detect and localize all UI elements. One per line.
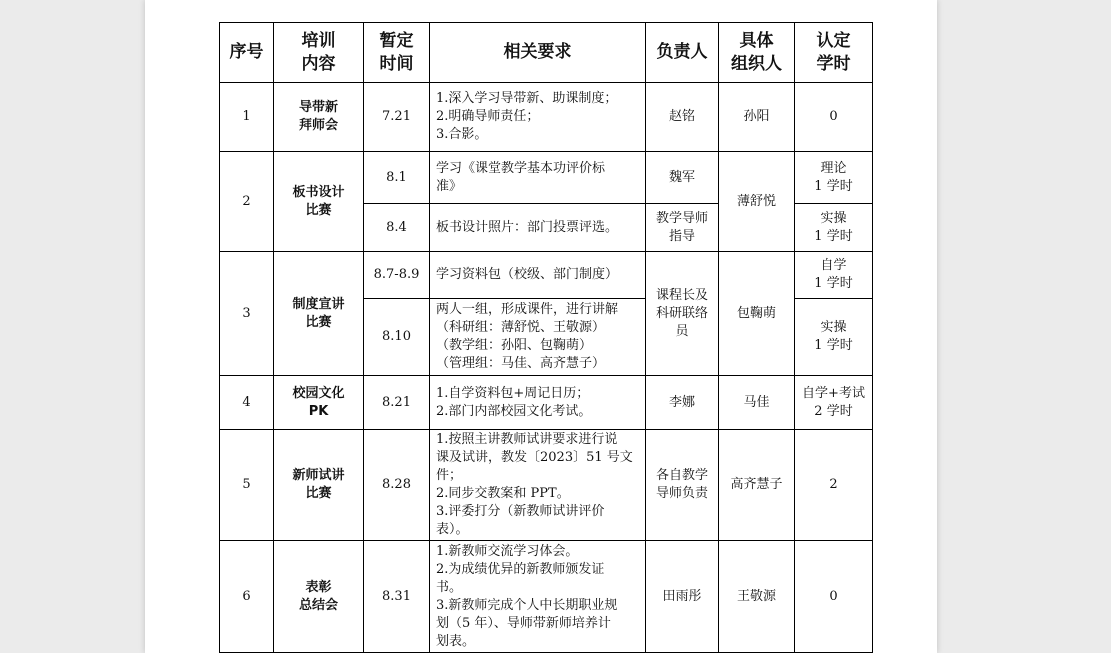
requirements-line: 3.新教师完成个人中长期职业规 [436, 597, 618, 613]
credit-hours [795, 152, 873, 204]
credit-hours-line: 2 [829, 477, 838, 492]
training-content-line: 比赛 [305, 486, 332, 501]
training-content-line: PK [308, 403, 329, 419]
owner [646, 83, 719, 152]
credit-hours-line: 2 学时 [814, 403, 853, 419]
training-content-line: 新师试讲 [292, 468, 345, 483]
requirements-line: （管理组：马佳、高齐慧子） [436, 356, 606, 371]
training-content-line: 校园文化 [292, 385, 345, 401]
header-time-line: 暂定 [379, 30, 414, 51]
credit-hours [795, 204, 873, 252]
tentative-time [364, 152, 430, 204]
owner-line: 田雨彤 [662, 588, 702, 604]
row-number-line: 6 [242, 588, 251, 604]
requirements-line: 2.明确导师责任； [436, 109, 540, 124]
training-content [274, 83, 364, 152]
organizer-line: 王敬源 [736, 588, 776, 604]
organizer-line: 孙阳 [743, 109, 770, 124]
owner-line: 员 [675, 323, 689, 339]
header-content-line: 培训 [301, 30, 336, 51]
tentative-time [364, 541, 430, 653]
owner-line: 赵铭 [668, 109, 695, 124]
requirements-line: （教学组：孙阳、包鞠萌） [436, 338, 593, 353]
organizer-line: 薄舒悦 [736, 193, 776, 209]
table-row [220, 430, 873, 541]
header-hours-line: 认定 [816, 30, 851, 51]
credit-hours-line: 1 学时 [814, 338, 853, 353]
requirements-line: 课及试讲，教发〔2023〕51 号文 [436, 450, 633, 465]
requirements-line: 3.评委打分（新教师试讲评价 [436, 504, 605, 519]
tentative-time [364, 299, 430, 376]
organizer-line: 马佳 [743, 394, 770, 410]
credit-hours [795, 541, 873, 653]
owner-line: 魏军 [668, 169, 695, 185]
credit-hours [795, 83, 873, 152]
table-row [220, 376, 873, 430]
owner [646, 430, 719, 541]
requirements-line: 1.自学资料包+周记日历； [436, 385, 590, 401]
table-row [220, 152, 873, 204]
requirements [430, 430, 646, 541]
header-hours [795, 23, 873, 83]
header-no [220, 23, 274, 83]
requirements [430, 541, 646, 653]
requirements-line: 1.按照主讲教师试讲要求进行说 [436, 432, 618, 447]
row-number [220, 376, 274, 430]
tentative-time [364, 430, 430, 541]
credit-hours-line: 0 [829, 109, 838, 124]
header-content [274, 23, 364, 83]
organizer-line: 高齐慧子 [730, 477, 783, 492]
requirements-line: 2.同步交教案和 PPT。 [436, 486, 570, 501]
header-content-line: 内容 [301, 53, 336, 74]
owner-line: 导师负责 [655, 486, 708, 501]
training-content [274, 376, 364, 430]
owner-line: 科研联络 [655, 305, 708, 321]
tentative-time [364, 204, 430, 252]
credit-hours-line: 理论 [820, 160, 847, 176]
table-row [220, 541, 873, 653]
requirements-line: 2.部门内部校园文化考试。 [436, 403, 592, 419]
requirements-line: 书。 [436, 579, 463, 595]
requirements [430, 252, 646, 299]
organizer [719, 430, 795, 541]
requirements [430, 83, 646, 152]
row-number [220, 252, 274, 376]
tentative-time-line: 8.21 [382, 394, 411, 410]
header-time [364, 23, 430, 83]
header-row [220, 23, 873, 83]
header-organizer [719, 23, 795, 83]
credit-hours [795, 252, 873, 299]
training-content [274, 252, 364, 376]
owner-line: 各自教学 [655, 468, 708, 483]
training-content-line: 表彰 [305, 579, 332, 595]
requirements-line: （科研组：薄舒悦、王敬源） [436, 320, 606, 335]
header-hours-line: 学时 [816, 53, 851, 74]
tentative-time-line: 7.21 [382, 109, 411, 124]
training-content [274, 152, 364, 252]
row-number-line: 2 [242, 193, 251, 209]
requirements-line: 表）。 [436, 522, 469, 537]
credit-hours [795, 430, 873, 541]
owner [646, 152, 719, 204]
credit-hours-line: 1 学时 [814, 178, 853, 194]
training-content [274, 541, 364, 653]
owner-line: 课程长及 [655, 287, 708, 303]
header-no-line: 序号 [229, 42, 264, 62]
training-content-line: 拜师会 [298, 118, 338, 133]
requirements-line: 划表。 [436, 633, 476, 649]
owner-line: 指导 [668, 228, 695, 244]
tentative-time [364, 252, 430, 299]
owner-line: 教学导师 [655, 210, 708, 226]
tentative-time-line: 8.10 [382, 329, 411, 344]
row-number [220, 430, 274, 541]
tentative-time-line: 8.4 [386, 219, 407, 235]
header-organizer-line: 具体 [739, 30, 774, 51]
tentative-time [364, 376, 430, 430]
row-number-line: 1 [242, 109, 251, 124]
requirements [430, 204, 646, 252]
training-content-line: 总结会 [298, 597, 338, 613]
header-requirements [430, 23, 646, 83]
header-owner-line: 负责人 [656, 42, 708, 62]
training-content-line: 比赛 [305, 202, 332, 218]
training-content-line: 板书设计 [292, 184, 345, 200]
row-number [220, 152, 274, 252]
table-row [220, 83, 873, 152]
document-page [145, 0, 937, 653]
owner [646, 252, 719, 376]
tentative-time-line: 8.28 [382, 477, 411, 492]
organizer [719, 541, 795, 653]
credit-hours-line: 1 学时 [814, 228, 853, 244]
requirements-line: 两人一组，形成课件，进行讲解 [436, 302, 619, 317]
tentative-time-line: 8.1 [386, 169, 407, 185]
requirements-line: 准》 [436, 178, 463, 194]
training-content [274, 430, 364, 541]
owner [646, 204, 719, 252]
credit-hours-line: 实操 [820, 320, 847, 335]
requirements [430, 299, 646, 376]
requirements [430, 376, 646, 430]
row-number [220, 541, 274, 653]
requirements-line: 件； [436, 468, 463, 483]
credit-hours-line: 自学 [820, 258, 847, 273]
header-owner [646, 23, 719, 83]
organizer-line: 包鞠萌 [736, 305, 776, 321]
training-content-line: 比赛 [305, 314, 332, 330]
requirements-line: 3.合影。 [436, 127, 488, 142]
owner [646, 541, 719, 653]
tentative-time-line: 8.31 [382, 588, 411, 604]
row-number [220, 83, 274, 152]
organizer [719, 252, 795, 376]
organizer [719, 376, 795, 430]
row-number-line: 3 [242, 305, 251, 321]
requirements-line: 1.深入学习导带新、助课制度； [436, 91, 618, 106]
row-number-line: 4 [242, 394, 251, 410]
credit-hours-line: 0 [829, 588, 838, 604]
owner-line: 李娜 [668, 394, 695, 410]
credit-hours-line: 自学+考试 [802, 385, 865, 401]
requirements-line: 学习《课堂教学基本功评价标 [436, 160, 606, 176]
training-content-line: 制度宣讲 [292, 296, 345, 312]
credit-hours [795, 376, 873, 430]
requirements-line: 划（5 年）、导师带新师培养计 [436, 615, 611, 631]
requirements [430, 152, 646, 204]
tentative-time [364, 83, 430, 152]
credit-hours-line: 1 学时 [814, 276, 853, 291]
requirements-line: 板书设计照片：部门投票评选。 [436, 219, 619, 235]
training-schedule-table [219, 22, 873, 653]
credit-hours-line: 实操 [820, 210, 847, 226]
header-organizer-line: 组织人 [731, 53, 782, 74]
credit-hours [795, 299, 873, 376]
organizer [719, 83, 795, 152]
training-content-line: 导带新 [298, 100, 338, 115]
requirements-line: 学习资料包（校级、部门制度） [436, 267, 619, 282]
header-time-line: 时间 [379, 53, 414, 74]
requirements-line: 1.新教师交流学习体会。 [436, 543, 579, 559]
owner [646, 376, 719, 430]
table-row [220, 252, 873, 299]
tentative-time-line: 8.7-8.9 [373, 267, 420, 282]
header-requirements-line: 相关要求 [503, 42, 572, 62]
organizer [719, 152, 795, 252]
row-number-line: 5 [242, 477, 251, 492]
requirements-line: 2.为成绩优异的新教师颁发证 [436, 561, 605, 577]
